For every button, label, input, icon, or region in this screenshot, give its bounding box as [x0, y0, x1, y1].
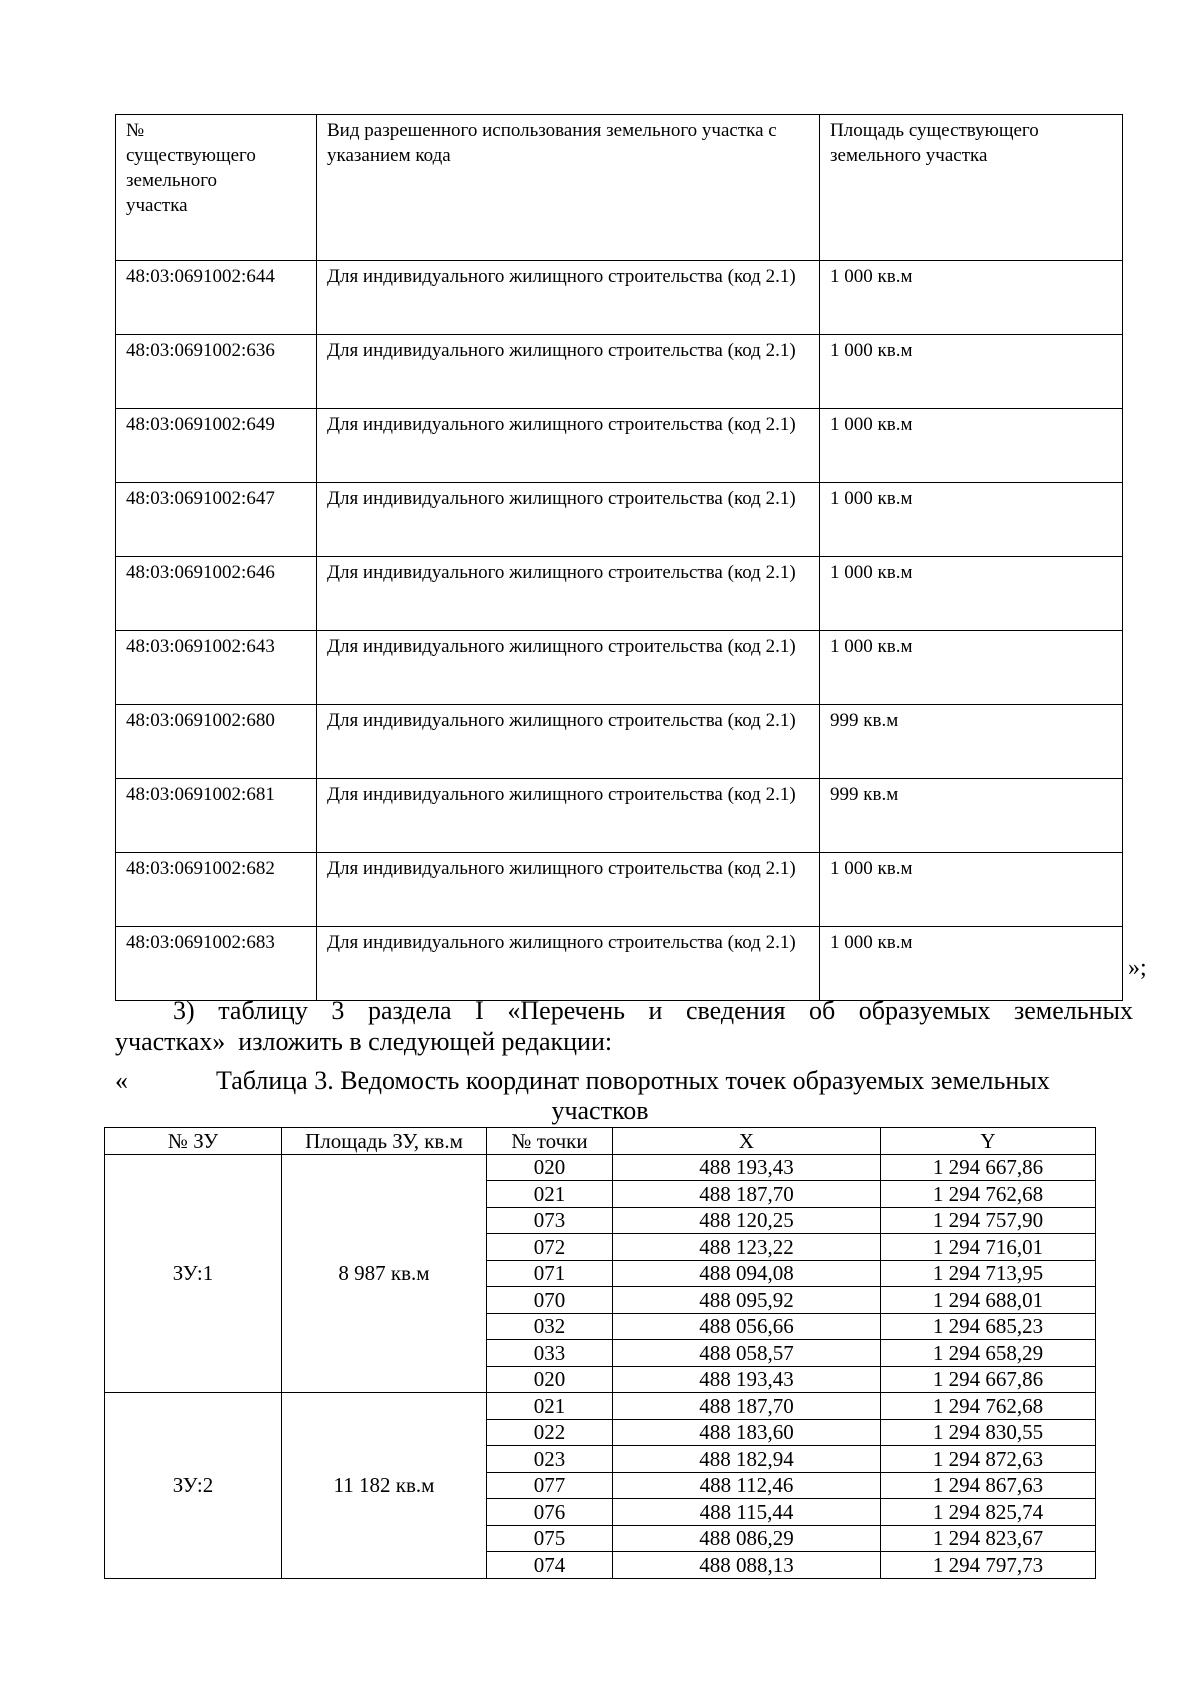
- table-row: [116, 705, 1123, 779]
- usage-cell: Для индивидуального жилищного строительства (код 2.1): [317, 631, 820, 705]
- usage-cell: Для индивидуального жилищного строительства (код 2.1): [317, 483, 820, 557]
- area-cell: 1 000 кв.м: [820, 335, 1123, 409]
- x-coordinate-cell: 488 094,08: [613, 1260, 881, 1287]
- x-coordinate-cell: 488 123,22: [613, 1234, 881, 1261]
- area-cell: 1 000 кв.м: [820, 409, 1123, 483]
- y-coordinate-cell: 1 294 688,01: [881, 1287, 1096, 1314]
- point-number-cell: 070: [487, 1287, 613, 1314]
- y-coordinate-cell: 1 294 872,63: [881, 1446, 1096, 1473]
- table-row: [105, 1154, 1096, 1181]
- y-coordinate-cell: 1 294 757,90: [881, 1207, 1096, 1234]
- point-number-cell: 075: [487, 1525, 613, 1552]
- plot-number-cell: 48:03:0691002:683: [116, 927, 317, 1001]
- table-header-row: [105, 1128, 1096, 1155]
- point-number-cell: 076: [487, 1499, 613, 1526]
- x-coordinate-cell: 488 183,60: [613, 1419, 881, 1446]
- table-row: [116, 261, 1123, 335]
- table-row: [105, 1393, 1096, 1420]
- area-cell: 1 000 кв.м: [820, 261, 1123, 335]
- header-cell-zu: № ЗУ: [105, 1128, 282, 1155]
- y-coordinate-cell: 1 294 823,67: [881, 1525, 1096, 1552]
- header-cell-area: Площадь существующего земельного участка: [820, 115, 1123, 261]
- plot-number-cell: 48:03:0691002:644: [116, 261, 317, 335]
- x-coordinate-cell: 488 193,43: [613, 1154, 881, 1181]
- x-coordinate-cell: 488 115,44: [613, 1499, 881, 1526]
- header-cell-usage: Вид разрешенного использования земельного участка с указанием кода: [317, 115, 820, 261]
- point-number-cell: 073: [487, 1207, 613, 1234]
- x-coordinate-cell: 488 088,13: [613, 1552, 881, 1579]
- table-row: [116, 557, 1123, 631]
- point-number-cell: 021: [487, 1181, 613, 1208]
- usage-cell: Для индивидуального жилищного строительства (код 2.1): [317, 779, 820, 853]
- y-coordinate-cell: 1 294 667,86: [881, 1366, 1096, 1393]
- closing-quote: »;: [1128, 955, 1147, 981]
- plot-number-cell: 48:03:0691002:680: [116, 705, 317, 779]
- y-coordinate-cell: 1 294 713,95: [881, 1260, 1096, 1287]
- point-number-cell: 074: [487, 1552, 613, 1579]
- coordinates-table: [104, 1127, 1096, 1579]
- y-coordinate-cell: 1 294 797,73: [881, 1552, 1096, 1579]
- y-coordinate-cell: 1 294 762,68: [881, 1181, 1096, 1208]
- y-coordinate-cell: 1 294 685,23: [881, 1313, 1096, 1340]
- table-row: [116, 335, 1123, 409]
- y-coordinate-cell: 1 294 830,55: [881, 1419, 1096, 1446]
- usage-cell: Для индивидуального жилищного строительства (код 2.1): [317, 927, 820, 1001]
- usage-cell: Для индивидуального жилищного строительства (код 2.1): [317, 705, 820, 779]
- paragraph-line-1: 3) таблицу 3 раздела I «Перечень и сведения об образуемых земельных: [173, 996, 1133, 1025]
- plot-number-cell: 48:03:0691002:682: [116, 853, 317, 927]
- area-cell: 999 кв.м: [820, 779, 1123, 853]
- plot-number-cell: 48:03:0691002:649: [116, 409, 317, 483]
- table-row: [116, 927, 1123, 1001]
- paragraph-line-2: участках» изложить в следующей редакции:: [115, 1027, 613, 1056]
- x-coordinate-cell: 488 058,57: [613, 1340, 881, 1367]
- usage-cell: Для индивидуального жилищного строительства (код 2.1): [317, 335, 820, 409]
- table-row: [116, 779, 1123, 853]
- opening-quote: «: [115, 1066, 128, 1095]
- plot-number-cell: 48:03:0691002:646: [116, 557, 317, 631]
- usage-cell: Для индивидуального жилищного строительства (код 2.1): [317, 261, 820, 335]
- zu-area-cell: 11 182 кв.м: [282, 1393, 487, 1579]
- point-number-cell: 033: [487, 1340, 613, 1367]
- plot-number-cell: 48:03:0691002:643: [116, 631, 317, 705]
- x-coordinate-cell: 488 095,92: [613, 1287, 881, 1314]
- y-coordinate-cell: 1 294 867,63: [881, 1472, 1096, 1499]
- y-coordinate-cell: 1 294 762,68: [881, 1393, 1096, 1420]
- zu-cell: ЗУ:1: [105, 1154, 282, 1393]
- x-coordinate-cell: 488 120,25: [613, 1207, 881, 1234]
- point-number-cell: 077: [487, 1472, 613, 1499]
- y-coordinate-cell: 1 294 658,29: [881, 1340, 1096, 1367]
- table-header-row: [116, 115, 1123, 261]
- usage-cell: Для индивидуального жилищного строительства (код 2.1): [317, 853, 820, 927]
- x-coordinate-cell: 488 112,46: [613, 1472, 881, 1499]
- area-cell: 1 000 кв.м: [820, 631, 1123, 705]
- point-number-cell: 023: [487, 1446, 613, 1473]
- y-coordinate-cell: 1 294 667,86: [881, 1154, 1096, 1181]
- plot-number-cell: 48:03:0691002:681: [116, 779, 317, 853]
- x-coordinate-cell: 488 193,43: [613, 1366, 881, 1393]
- area-cell: 1 000 кв.м: [820, 483, 1123, 557]
- area-cell: 1 000 кв.м: [820, 557, 1123, 631]
- area-cell: 999 кв.м: [820, 705, 1123, 779]
- table-row: [116, 853, 1123, 927]
- point-number-cell: 020: [487, 1366, 613, 1393]
- header-cell-plot-number: № существующего земельного участка: [116, 115, 317, 261]
- area-cell: 1 000 кв.м: [820, 853, 1123, 927]
- x-coordinate-cell: 488 187,70: [613, 1393, 881, 1420]
- point-number-cell: 022: [487, 1419, 613, 1446]
- table-row: [116, 631, 1123, 705]
- y-coordinate-cell: 1 294 716,01: [881, 1234, 1096, 1261]
- x-coordinate-cell: 488 182,94: [613, 1446, 881, 1473]
- point-number-cell: 032: [487, 1313, 613, 1340]
- existing-plots-table: [115, 114, 1123, 1001]
- point-number-cell: 071: [487, 1260, 613, 1287]
- x-coordinate-cell: 488 086,29: [613, 1525, 881, 1552]
- plot-number-cell: 48:03:0691002:647: [116, 483, 317, 557]
- header-cell-y: Y: [881, 1128, 1096, 1155]
- table3-title-continued: участков: [551, 1096, 649, 1125]
- point-number-cell: 020: [487, 1154, 613, 1181]
- header-cell-point: № точки: [487, 1128, 613, 1155]
- area-cell: 1 000 кв.м: [820, 927, 1123, 1001]
- table-row: [116, 483, 1123, 557]
- plot-number-cell: 48:03:0691002:636: [116, 335, 317, 409]
- amendment-paragraph: [115, 995, 1133, 1057]
- header-cell-area: Площадь ЗУ, кв.м: [282, 1128, 487, 1155]
- usage-cell: Для индивидуального жилищного строительства (код 2.1): [317, 557, 820, 631]
- table3-title: Таблица 3. Ведомость координат поворотных точек образуемых земельных: [216, 1066, 1050, 1095]
- table-row: [116, 409, 1123, 483]
- usage-cell: Для индивидуального жилищного строительства (код 2.1): [317, 409, 820, 483]
- zu-cell: ЗУ:2: [105, 1393, 282, 1579]
- x-coordinate-cell: 488 056,66: [613, 1313, 881, 1340]
- header-cell-x: X: [613, 1128, 881, 1155]
- zu-area-cell: 8 987 кв.м: [282, 1154, 487, 1393]
- point-number-cell: 021: [487, 1393, 613, 1420]
- y-coordinate-cell: 1 294 825,74: [881, 1499, 1096, 1526]
- x-coordinate-cell: 488 187,70: [613, 1181, 881, 1208]
- point-number-cell: 072: [487, 1234, 613, 1261]
